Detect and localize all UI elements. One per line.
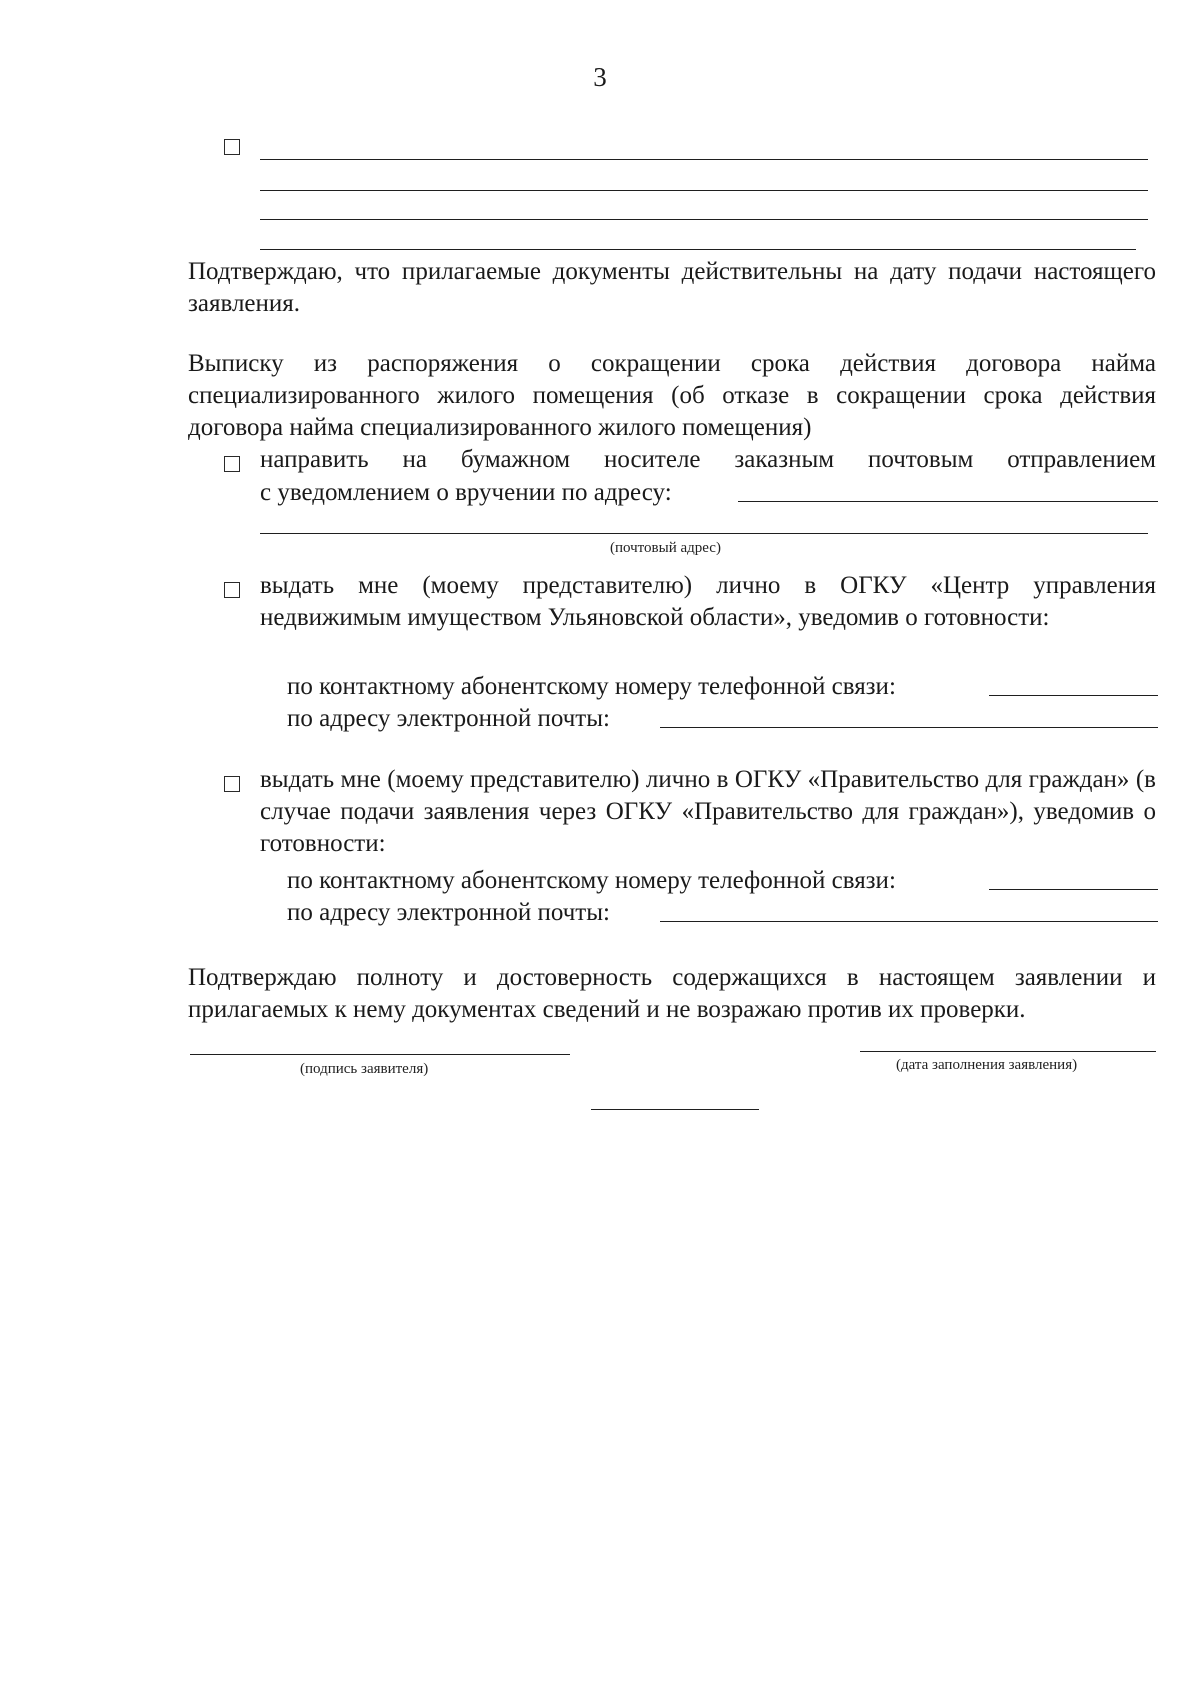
government-option-text: выдать мне (моему представителю) лично в ОГКУ «Правительство для граждан» (в случае подачи заявления через ОГКУ «Правительство для граждан»), уведомив о готовности: — [260, 766, 1156, 857]
signature-line[interactable] — [190, 1054, 570, 1055]
signature-caption: (подпись заявителя) — [300, 1061, 429, 1077]
mail-option-line1: направить на бумажном носителе заказным почтовым отправлением — [260, 446, 1156, 473]
center-email-label: по адресу электронной почты: — [287, 705, 610, 732]
government-email-label: по адресу электронной почты: — [287, 899, 610, 926]
center-email-line[interactable] — [660, 727, 1158, 728]
other-option-line-4[interactable] — [260, 249, 1136, 250]
other-option-line-2[interactable] — [260, 190, 1148, 191]
other-option-line-1[interactable] — [260, 159, 1148, 160]
mail-option-line2: с уведомлением о вручении по адресу: — [260, 479, 672, 506]
government-phone-line[interactable] — [989, 889, 1158, 890]
page-number: 3 — [593, 62, 607, 92]
date-line[interactable] — [860, 1051, 1156, 1052]
center-option-text: выдать мне (моему представителю) лично в ОГКУ «Центр управления недвижимым имуществом Ульяновской области», уведомив о готовности: — [260, 572, 1156, 631]
other-option-line-3[interactable] — [260, 219, 1148, 220]
mail-address-line-1[interactable] — [738, 501, 1158, 502]
other-option-checkbox[interactable] — [224, 139, 240, 155]
government-option-checkbox[interactable] — [224, 776, 240, 792]
mail-option-checkbox[interactable] — [224, 456, 240, 472]
center-phone-label: по контактному абонентскому номеру телефонной связи: — [287, 673, 896, 700]
government-email-line[interactable] — [660, 921, 1158, 922]
center-phone-line[interactable] — [989, 695, 1158, 696]
confirm-completeness-text: Подтверждаю полноту и достоверность содержащихся в настоящем заявлении и прилагаемых к нему документах сведений и не возражаю против их проверки. — [188, 964, 1156, 1023]
date-caption: (дата заполнения заявления) — [896, 1057, 1078, 1073]
government-phone-label: по контактному абонентскому номеру телефонной связи: — [287, 867, 896, 894]
mail-address-caption: (почтовый адрес) — [610, 540, 721, 556]
confirm-documents-text: Подтверждаю, что прилагаемые документы действительны на дату подачи настоящего заявления. — [188, 258, 1156, 317]
center-option-checkbox[interactable] — [224, 582, 240, 598]
mail-address-line-2[interactable] — [260, 533, 1148, 534]
end-separator — [591, 1109, 759, 1110]
extract-intro-text: Выписку из распоряжения о сокращении срока действия договора найма специализированного жилого помещения (об отказе в сокращении срока действия договора найма специализированного жилого помещения) — [188, 350, 1156, 441]
